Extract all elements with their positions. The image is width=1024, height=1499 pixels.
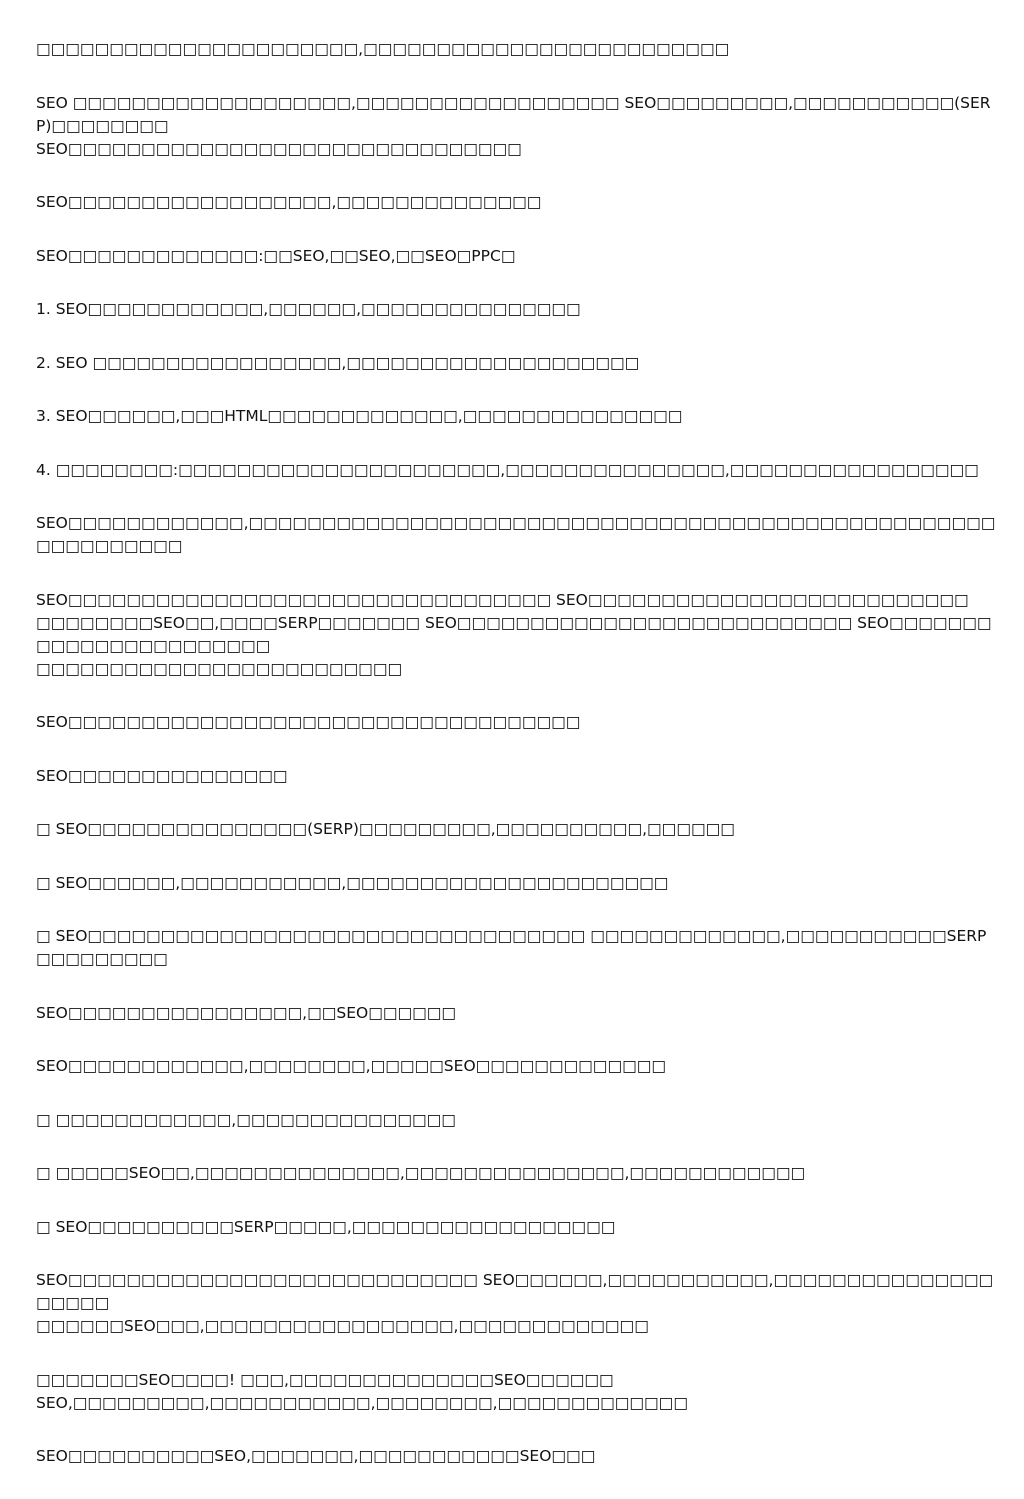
paragraph-13: SEO□□□□□□□□□□SEO,□□□□□□□,□□□□□□□□□□□SEO□□□	[36, 1447, 596, 1465]
paragraph-12: □□□□□□□SEO□□□□! □□□,□□□□□□□□□□□□□□SEO□□□□□□ SEO,□□□□□□□□□,□□□□□□□□□□□,□□□□□□□□,□□□□□□□□□□□□□	[36, 1370, 688, 1412]
paragraph-8: SEO□□□□□□□□□□□□□□□	[36, 766, 288, 785]
paragraph-4: SEO□□□□□□□□□□□□□:□□SEO,□□SEO,□□SEO□PPC□	[36, 246, 516, 265]
paragraph-3: SEO□□□□□□□□□□□□□□□□□□,□□□□□□□□□□□□□□	[36, 193, 542, 211]
list-item-4: 4. □□□□□□□□:□□□□□□□□□□□□□□□□□□□□□□,□□□□□□□□□□□□□□□,□□□□□□□□□□□□□□□□□	[36, 460, 979, 479]
document-body	[36, 38, 996, 1499]
bullet-item-3: □ SEO□□□□□□□□□□□□□□□□□□□□□□□□□□□□□□□□□□ □□□□□□□□□□□□□,□□□□□□□□□□□SERP□□□□□□□□□	[36, 927, 987, 968]
paragraph-2: SEO □□□□□□□□□□□□□□□□□□□,□□□□□□□□□□□□□□□□□□ SEO□□□□□□□□□,□□□□□□□□□□□(SERP)□□□□□□□□ SEO□□□□□□□□□□□□□□□□□□□□□□□□□□□□□□□	[36, 93, 991, 158]
paragraph-9: SEO□□□□□□□□□□□□□□□□,□□SEO□□□□□□	[36, 1003, 457, 1022]
bullet-item-2: □ SEO□□□□□□,□□□□□□□□□□□,□□□□□□□□□□□□□□□□□□□□□□	[36, 873, 669, 892]
paragraph-6: SEO□□□□□□□□□□□□□□□□□□□□□□□□□□□□□□□□□ SEO□□□□□□□□□□□□□□□□□□□□□□□□□□ □□□□□□□□SEO□□,□□□□SERP□□□□□□□ SEO□□□□□□□□□□□□□□□□□□□□□□□□□□□ SEO□□□□□□□□□□□□□□□□□□□□□□□ □□□□□□□□□□□□□□□□□□□□□□□□□	[36, 590, 992, 678]
list-item-1: 1. SEO□□□□□□□□□□□□,□□□□□□,□□□□□□□□□□□□□□□	[36, 300, 581, 318]
bullet-item-4: □ □□□□□□□□□□□□,□□□□□□□□□□□□□□□	[36, 1110, 456, 1129]
paragraph-7: SEO□□□□□□□□□□□□□□□□□□□□□□□□□□□□□□□□□□□	[36, 713, 581, 731]
bullet-item-1: □ SEO□□□□□□□□□□□□□□□(SERP)□□□□□□□□□,□□□□□□□□□□,□□□□□□	[36, 820, 735, 838]
paragraph-1: □□□□□□□□□□□□□□□□□□□□□□,□□□□□□□□□□□□□□□□□□□□□□□□□	[36, 40, 730, 58]
bullet-item-6: □ SEO□□□□□□□□□□SERP□□□□□,□□□□□□□□□□□□□□□□□□	[36, 1217, 616, 1236]
paragraph-10: SEO□□□□□□□□□□□□,□□□□□□□□,□□□□□SEO□□□□□□□□□□□□□	[36, 1057, 667, 1075]
paragraph-11: SEO□□□□□□□□□□□□□□□□□□□□□□□□□□□□ SEO□□□□□□,□□□□□□□□□□□,□□□□□□□□□□□□□□□□□□□□ □□□□□□SEO□□□,□□□□□□□□□□□□□□□□□,□□□□□□□□□□□□□	[36, 1271, 994, 1335]
paragraph-5: SEO□□□□□□□□□□□□,□□□□□□□□□□□□□□□□□□□□□□□□□□□□□□□□□□□□□□□□□□□□□□□□□□□□□□□□□□□□□	[36, 514, 996, 555]
list-item-2: 2. SEO □□□□□□□□□□□□□□□□□,□□□□□□□□□□□□□□□□□□□□	[36, 353, 640, 372]
bullet-item-5: □ □□□□□SEO□□,□□□□□□□□□□□□□□,□□□□□□□□□□□□□□□,□□□□□□□□□□□□	[36, 1164, 806, 1182]
list-item-3: 3. SEO□□□□□□,□□□HTML□□□□□□□□□□□□□,□□□□□□□□□□□□□□□	[36, 407, 683, 425]
